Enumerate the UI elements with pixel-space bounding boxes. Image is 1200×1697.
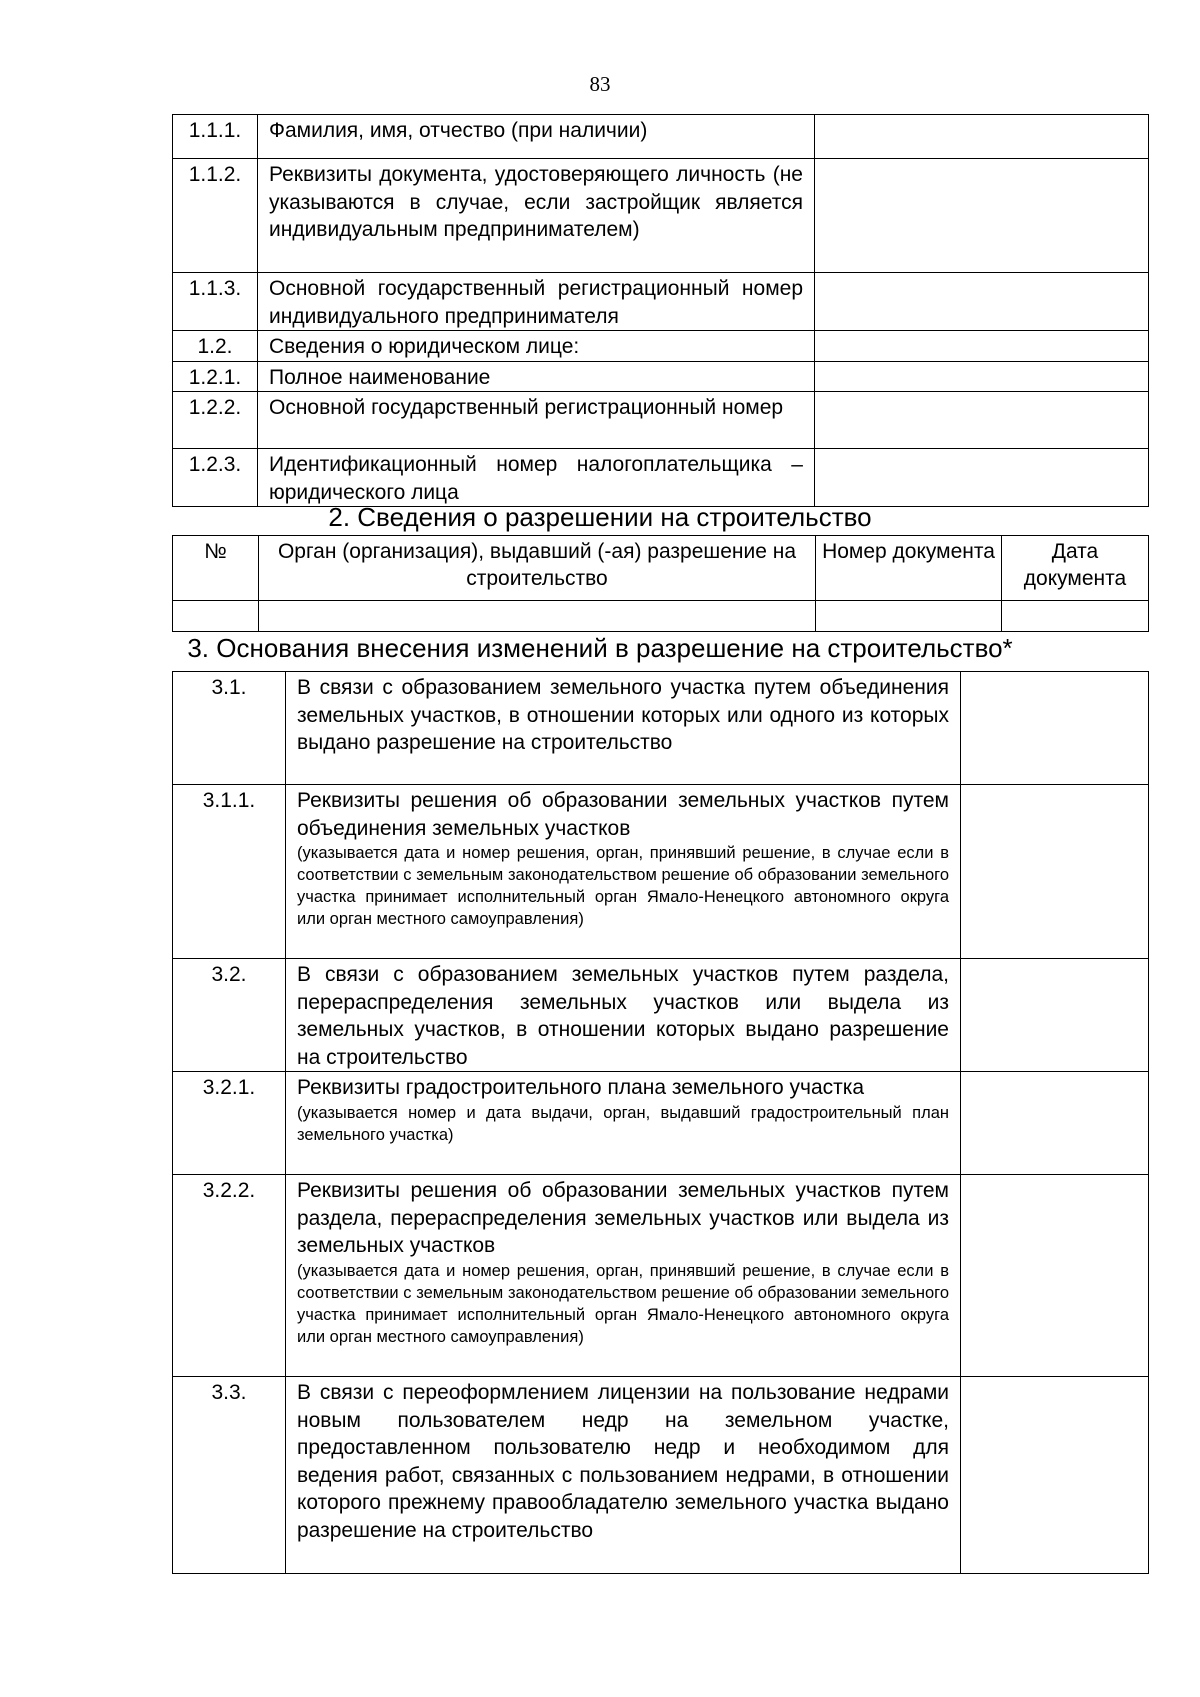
- table-row: [173, 959, 1149, 1072]
- table-row: [173, 1175, 1149, 1377]
- row-note: (указывается номер и дата выдачи, орган, выдавший градостроительный план земельного участка): [297, 1103, 949, 1144]
- value-cell[interactable]: [815, 449, 1149, 507]
- row-label: Фамилия, имя, отчество (при наличии): [258, 115, 815, 159]
- row-number: 1.1.2.: [173, 159, 258, 273]
- row-text: В связи с переоформлением лицензии на пользование недрами новым пользователем недр на земельном участке, предоставленном пользователю недр и необходимом для ведения работ, связанных с пользованием недрами, в отношении которого прежнему правообладателю земельного участка выдано разрешение на строительство: [297, 1381, 949, 1542]
- row-label: Основной государственный регистрационный номер: [258, 392, 815, 449]
- row-number: 3.3.: [173, 1377, 286, 1574]
- applicant-info-table: [172, 114, 1149, 507]
- row-text: В связи с образованием земельных участков путем раздела, перераспределения земельных участков или выдела из земельных участков, в отношении которых выдано разрешение на строительство: [297, 963, 949, 1069]
- table-row: [173, 115, 1149, 159]
- row-content: [286, 1175, 961, 1377]
- row-number: 3.2.1.: [173, 1072, 286, 1175]
- table-row: [173, 449, 1149, 507]
- value-cell[interactable]: [815, 331, 1149, 362]
- value-cell[interactable]: [961, 1072, 1149, 1175]
- row-content: [286, 672, 961, 785]
- row-number: 1.2.: [173, 331, 258, 362]
- row-label: Полное наименование: [258, 361, 815, 392]
- table-row: [173, 785, 1149, 959]
- value-cell[interactable]: [961, 672, 1149, 785]
- permit-info-table: [172, 535, 1149, 632]
- table-row: [173, 159, 1149, 273]
- row-content: [286, 785, 961, 959]
- header-doc-number: Номер документа: [816, 536, 1002, 601]
- table-row: [173, 1377, 1149, 1574]
- row-number: 1.1.3.: [173, 273, 258, 331]
- row-number: 1.1.1.: [173, 115, 258, 159]
- row-note: (указывается дата и номер решения, орган, принявший решение, в случае если в соответствии с земельным законодательством решение об образовании земельного участка принимает исполнительный орган Ямало-Ненецкого автономного округа или орган местного самоуправления): [297, 1261, 949, 1346]
- row-number: 3.1.: [173, 672, 286, 785]
- table-row: [173, 1072, 1149, 1175]
- row-number: 3.2.: [173, 959, 286, 1072]
- table-row: [173, 331, 1149, 362]
- value-cell[interactable]: [815, 159, 1149, 273]
- table-row: [173, 392, 1149, 449]
- row-text: Реквизиты градостроительного плана земельного участка: [297, 1076, 865, 1099]
- value-cell[interactable]: [961, 1377, 1149, 1574]
- row-label: Сведения о юридическом лице:: [258, 331, 815, 362]
- row-note: (указывается дата и номер решения, орган, принявший решение, в случае если в соответствии с земельным законодательством решение об образовании земельного участка принимает исполнительный орган Ямало-Ненецкого автономного округа или орган местного самоуправления): [297, 844, 949, 928]
- row-number: 1.2.3.: [173, 449, 258, 507]
- value-cell[interactable]: [815, 273, 1149, 331]
- row-label: Реквизиты документа, удостоверяющего личность (не указываются в случае, если застройщик является индивидуальным предпринимателем): [258, 159, 815, 273]
- row-number: 3.1.1.: [173, 785, 286, 959]
- row-label: Идентификационный номер налогоплательщика – юридического лица: [258, 449, 815, 507]
- row-number: 3.2.2.: [173, 1175, 286, 1377]
- table-row: [173, 361, 1149, 392]
- row-content: [286, 959, 961, 1072]
- empty-cell[interactable]: [1002, 601, 1149, 632]
- row-number: 1.2.1.: [173, 361, 258, 392]
- table-row: [173, 601, 1149, 632]
- header-num: №: [173, 536, 259, 601]
- section-3-title: 3. Основания внесения изменений в разрешение на строительство*: [187, 633, 1013, 663]
- table-row: [173, 672, 1149, 785]
- row-text: В связи с образованием земельного участка путем объединения земельных участков, в отношении которых или одного из которых выдано разрешение на строительство: [297, 676, 949, 754]
- row-text: Реквизиты решения об образовании земельных участков путем объединения земельных участков: [297, 789, 949, 840]
- value-cell[interactable]: [961, 959, 1149, 1072]
- row-label: Основной государственный регистрационный номер индивидуального предпринимателя: [258, 273, 815, 331]
- row-text: Реквизиты решения об образовании земельных участков путем раздела, перераспределения земельных участков или выдела из земельных участков: [297, 1179, 949, 1257]
- empty-cell[interactable]: [816, 601, 1002, 632]
- empty-cell[interactable]: [173, 601, 259, 632]
- page-number: 83: [589, 72, 611, 96]
- table-row: [173, 273, 1149, 331]
- value-cell[interactable]: [815, 361, 1149, 392]
- value-cell[interactable]: [815, 115, 1149, 159]
- table-header-row: [173, 536, 1149, 601]
- row-content: [286, 1377, 961, 1574]
- value-cell[interactable]: [961, 785, 1149, 959]
- section-2-title: 2. Сведения о разрешении на строительство: [328, 502, 872, 532]
- header-doc-date: Дата документа: [1002, 536, 1149, 601]
- empty-cell[interactable]: [259, 601, 816, 632]
- header-organ: Орган (организация), выдавший (-ая) разрешение на строительство: [259, 536, 816, 601]
- row-number: 1.2.2.: [173, 392, 258, 449]
- value-cell[interactable]: [961, 1175, 1149, 1377]
- row-content: [286, 1072, 961, 1175]
- grounds-table: [172, 671, 1149, 1574]
- value-cell[interactable]: [815, 392, 1149, 449]
